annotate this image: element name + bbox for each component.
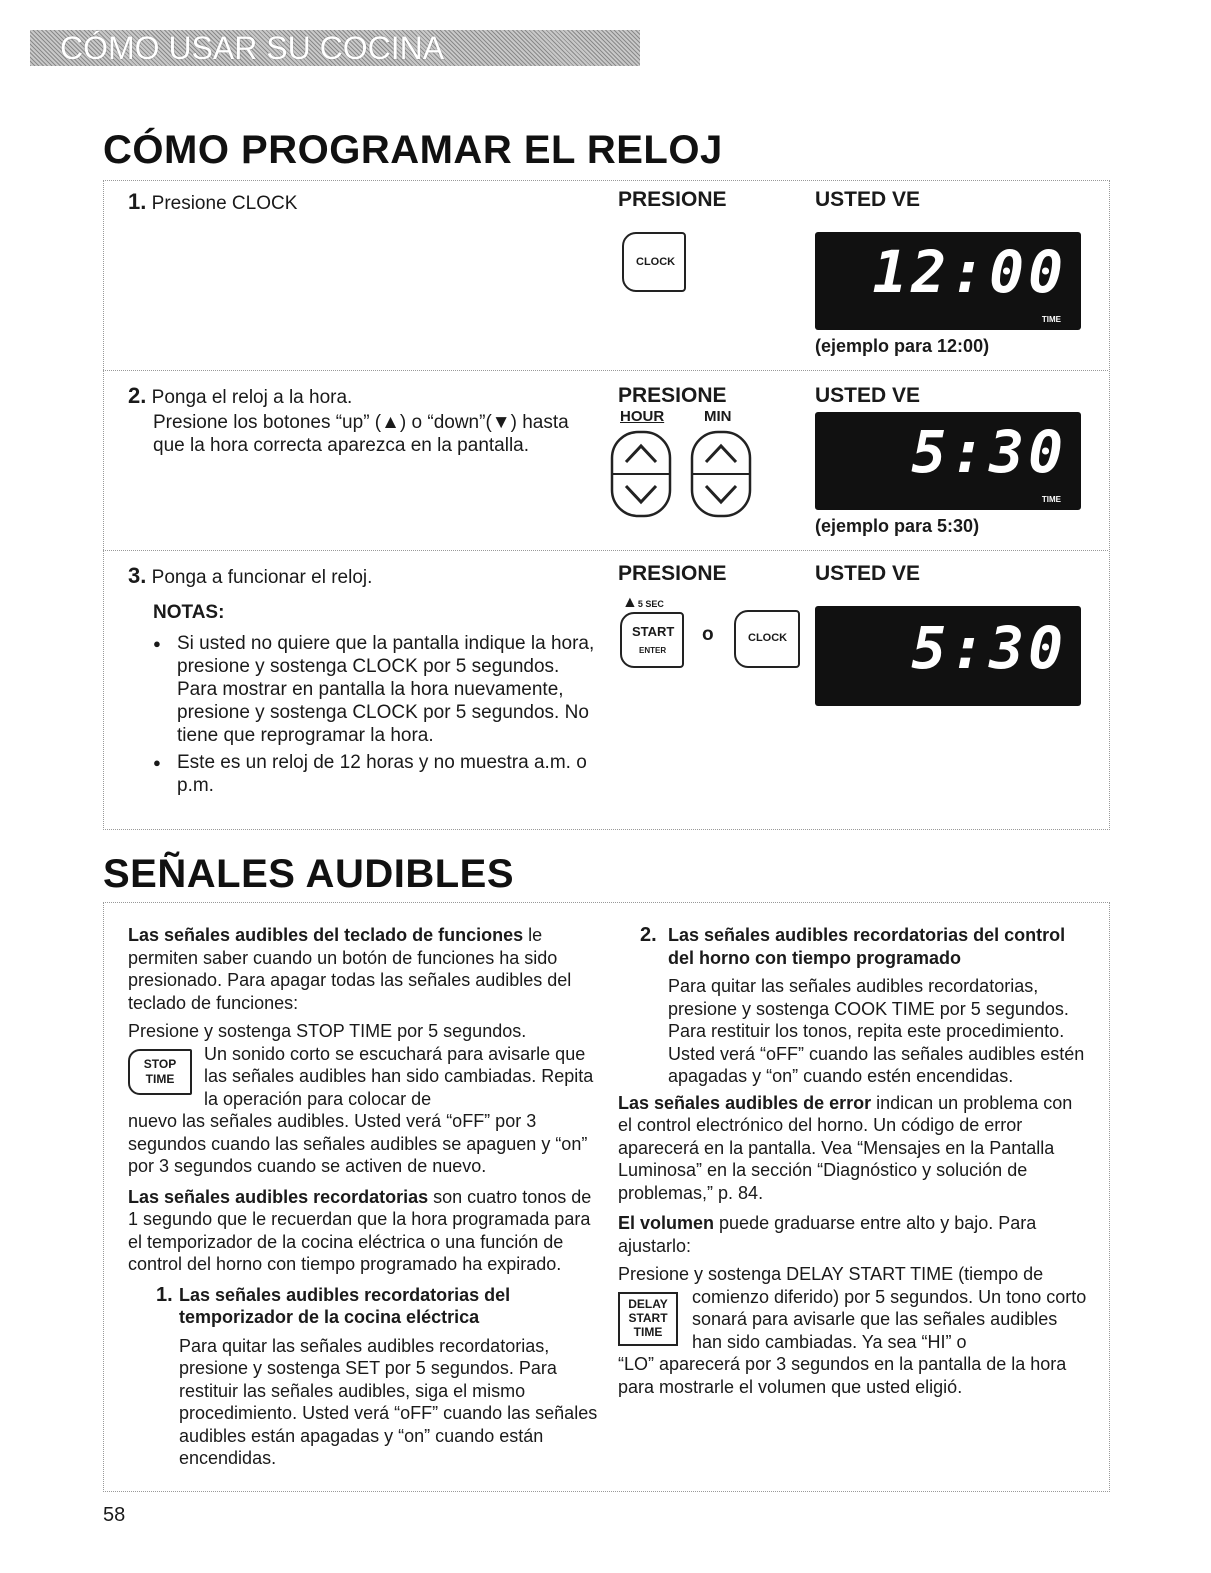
text: son cuatro tonos de 1 segundo que le recuerdan que la hora programada para el temporizador de la cocina eléctrica o una función de control del horno con tiempo programado ha expirado. <box>128 1186 592 1274</box>
display-caption: (ejemplo para 5:30) <box>815 516 980 536</box>
bold-lead: El volumen <box>618 1213 715 1233</box>
paragraph <box>618 1092 1090 1205</box>
you-see-header: USTED VE <box>815 562 921 585</box>
start-button[interactable] <box>620 612 684 668</box>
hour-label: HOUR <box>620 408 665 425</box>
clock-display <box>815 606 1081 706</box>
bold-lead: Las señales audibles de error <box>618 1092 872 1113</box>
btn-line: TIME <box>633 1324 663 1339</box>
page-number: 58 <box>103 1504 126 1526</box>
you-see-header: USTED VE <box>815 188 921 211</box>
sec-label: 5 SEC <box>637 599 664 609</box>
item-title: Las señales audibles recordatorias del temporizador de la cocina eléctrica <box>179 1284 511 1327</box>
item-number: 1. <box>156 1283 173 1306</box>
audible-signals-title: SEÑALES AUDIBLES <box>103 852 515 896</box>
left-column <box>128 924 598 1470</box>
item-title: Las señales audibles recordatorias del control del horno con tiempo programado <box>668 925 1066 968</box>
paragraph: comienzo diferido) por 5 segundos. Un tono corto sonará para avisarle que las señales audibles han sido cambiadas. Ya sea “HI” o <box>692 1286 1087 1352</box>
notes-title: NOTAS: <box>153 602 225 623</box>
display-time: 5:30 <box>911 418 1067 486</box>
note-item: ● Si usted no quiere que la pantalla indique la hora, presione y sostenga CLOCK por 5 segundos. Para mostrar en pantalla la hora nuevamente, presione y sostenga CLOCK por 5 segundos. No tiene que reprogramar la hora. <box>153 632 598 747</box>
delay-start-time-button[interactable] <box>618 1292 678 1346</box>
step-text: Ponga a funcionar el reloj. <box>151 567 373 588</box>
min-buttons[interactable] <box>692 432 750 516</box>
btn-line: DELAY <box>628 1296 668 1311</box>
btn-line: TIME <box>145 1071 175 1086</box>
btn-line: STOP <box>143 1056 177 1071</box>
paragraph <box>128 1186 598 1276</box>
divider <box>103 550 1108 551</box>
clock-button[interactable] <box>622 232 686 292</box>
clock-button[interactable] <box>734 610 800 668</box>
item-text: Para quitar las señales audibles recordatorias, presione y sostenga COOK TIME por 5 segundos. Para restituir los tonos, repita este procedimiento. Usted verá “oFF” cuando las señales audibles estén apagadas y “on” cuando estén encendidas. <box>668 976 1085 1086</box>
paragraph: Presione y sostenga DELAY START TIME (tiempo de <box>618 1264 1044 1284</box>
item-1 <box>128 1284 598 1470</box>
item-text: Para quitar las señales audibles recordatorias, presione y sostenga SET por 5 segundos. Para restituir las señales audibles, siga el mismo procedimiento. Usted verá “oFF” cuando las señales audibles están apagadas y “on” cuando están encendidas. <box>179 1335 598 1468</box>
step-text: Ponga el reloj a la hora. <box>151 387 353 408</box>
step-3 <box>128 564 598 797</box>
clock-button-label: CLOCK <box>636 256 676 268</box>
press-header: PRESIONE <box>618 188 727 211</box>
item-number: 2. <box>640 924 657 946</box>
divider <box>103 370 1108 371</box>
stop-time-button[interactable] <box>128 1049 192 1095</box>
stop-time-row <box>128 1043 598 1111</box>
text: puede graduarse entre alto y bajo. Para ajustarlo: <box>618 1213 1037 1256</box>
section-banner <box>30 30 640 66</box>
notes-list <box>128 632 598 797</box>
paragraph: Un sonido corto se escuchará para avisarle que las señales audibles han sido cambiadas. Repita la operación para colocar de <box>204 1043 594 1109</box>
you-see-header: USTED VE <box>815 384 921 407</box>
bold-lead: Las señales audibles recordatorias <box>128 1186 429 1207</box>
time-label: TIME <box>1041 315 1061 324</box>
item-2 <box>618 924 1090 1088</box>
clock-section-title: CÓMO PROGRAMAR EL RELOJ <box>103 128 723 172</box>
press-header: PRESIONE <box>618 384 727 407</box>
enter-label: ENTER <box>639 646 667 655</box>
min-label: MIN <box>704 408 732 425</box>
step-1 <box>128 190 297 215</box>
paragraph: Presione y sostenga STOP TIME por 5 segundos. <box>128 1021 527 1041</box>
start-label: START <box>632 624 675 639</box>
step-2 <box>128 384 578 457</box>
display-caption: (ejemplo para 12:00) <box>815 336 990 356</box>
banner-text: CÓMO USAR SU COCINA <box>60 30 445 66</box>
step-detail: Presione los botones “up” (▲) o “down”(▼) hasta que la hora correcta aparezca en la pantalla. <box>153 412 569 456</box>
paragraph <box>128 924 598 1014</box>
step-text: Presione CLOCK <box>151 193 298 214</box>
note-item: ● Este es un reloj de 12 horas y no muestra a.m. o p.m. <box>153 751 598 797</box>
bold-lead: Las señales audibles del teclado de funciones <box>128 925 524 945</box>
time-label: TIME <box>1041 495 1061 504</box>
step-number: 1. <box>128 189 147 214</box>
clock-display <box>815 232 1081 330</box>
hold-5-sec <box>622 594 664 612</box>
right-column <box>618 924 1090 1398</box>
text: indican un problema con el control electrónico del horno. Un código de error aparecerá en la pantalla. Vea “Mensajes en la Pantalla Luminosa” en la sección “Diagnóstico y solución de problemas,” p. 84. <box>618 1092 1073 1203</box>
display-time: 12:00 <box>872 238 1067 306</box>
text: le permiten saber cuando un botón de funciones ha sido presionado. Para apagar todas las señales audibles del teclado de funciones: <box>128 925 572 1013</box>
paragraph <box>618 1212 1090 1257</box>
step-number: 2. <box>128 383 147 408</box>
press-header: PRESIONE <box>618 562 727 585</box>
display-time: 5:30 <box>911 614 1067 682</box>
delay-start-row <box>618 1286 1090 1354</box>
or-text: o <box>702 624 714 645</box>
step-number: 3. <box>128 563 147 588</box>
hand-icon: ▲ <box>622 594 638 611</box>
hour-min-buttons <box>608 428 758 520</box>
hour-buttons[interactable] <box>612 432 670 516</box>
clock-display <box>815 412 1081 510</box>
paragraph: “LO” aparecerá por 3 segundos en la pantalla de la hora para mostrarle el volumen que usted eligió. <box>618 1354 1067 1397</box>
paragraph: nuevo las señales audibles. Usted verá “oFF” por 3 segundos cuando las señales audibles se apaguen y “on” por 3 segundos cuando se activen de nuevo. <box>128 1111 588 1176</box>
btn-line: START <box>628 1310 668 1325</box>
clock-button-label: CLOCK <box>748 632 788 644</box>
